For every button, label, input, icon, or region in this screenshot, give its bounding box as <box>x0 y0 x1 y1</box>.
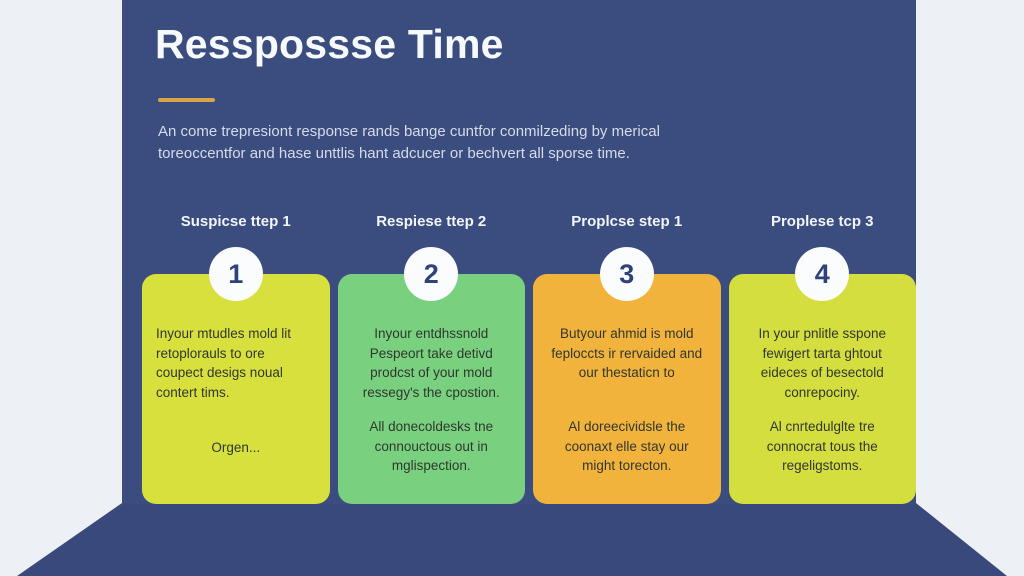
step-number-badge <box>404 247 458 301</box>
slide-title: Resspossse Time <box>155 21 504 67</box>
step-number: 4 <box>814 258 830 289</box>
slide-subtitle: An come trepresiont response rands bange cuntfor conmilzeding by merical toreoccentfor and hase unttlis hant adcucer or bechvert all sporse time. <box>158 123 660 162</box>
step-card-body: Inyour mtudles mold lit retoplorauls to ore coupect desigs noual contert tims. <box>156 326 292 400</box>
step-header: Proplcse step 1 <box>571 213 683 230</box>
step-number: 3 <box>619 258 635 289</box>
steps-row <box>142 213 916 504</box>
step-header: Suspicse ttep 1 <box>180 213 291 230</box>
slide-background-panel <box>122 0 916 504</box>
step-card <box>533 274 721 504</box>
step-number: 1 <box>228 258 244 289</box>
step-number-badge <box>795 247 849 301</box>
step-number: 2 <box>423 258 439 289</box>
title-accent-underline <box>158 98 215 102</box>
step-column-4 <box>729 213 917 504</box>
step-card <box>729 274 917 504</box>
step-card-footer: Al doreecividsle the coonaxt elle stay our might torecton. <box>564 419 689 474</box>
step-card-footer: Al cnrtedulglte tre connocrat tous the regeligstoms. <box>766 419 878 474</box>
step-card-footer: Orgen... <box>211 440 261 456</box>
step-header: Proplese tcp 3 <box>770 213 874 230</box>
step-header: Respiese ttep 2 <box>376 213 487 230</box>
step-card-footer: All donecoldesks tne connouctous out in mglispection. <box>369 419 494 474</box>
step-card <box>338 274 526 504</box>
step-number-badge <box>600 247 654 301</box>
step-column-3 <box>533 213 721 504</box>
step-column-2 <box>338 213 526 504</box>
step-card-body: In your pnlitle sspone fewigert tarta ghtout eideces of besectold conrepociny. <box>758 326 887 400</box>
step-number-badge <box>209 247 263 301</box>
step-card-body: Inyour entdhssnold Pespeort take detivd prodcst of your mold ressegy's the cpostion. <box>362 326 500 400</box>
step-column-1 <box>142 213 330 504</box>
step-card <box>142 274 330 504</box>
step-card-body: Butyour ahmid is mold feploccts ir rervaided and our thestaticn to <box>551 326 703 381</box>
perspective-floor <box>0 503 1024 576</box>
